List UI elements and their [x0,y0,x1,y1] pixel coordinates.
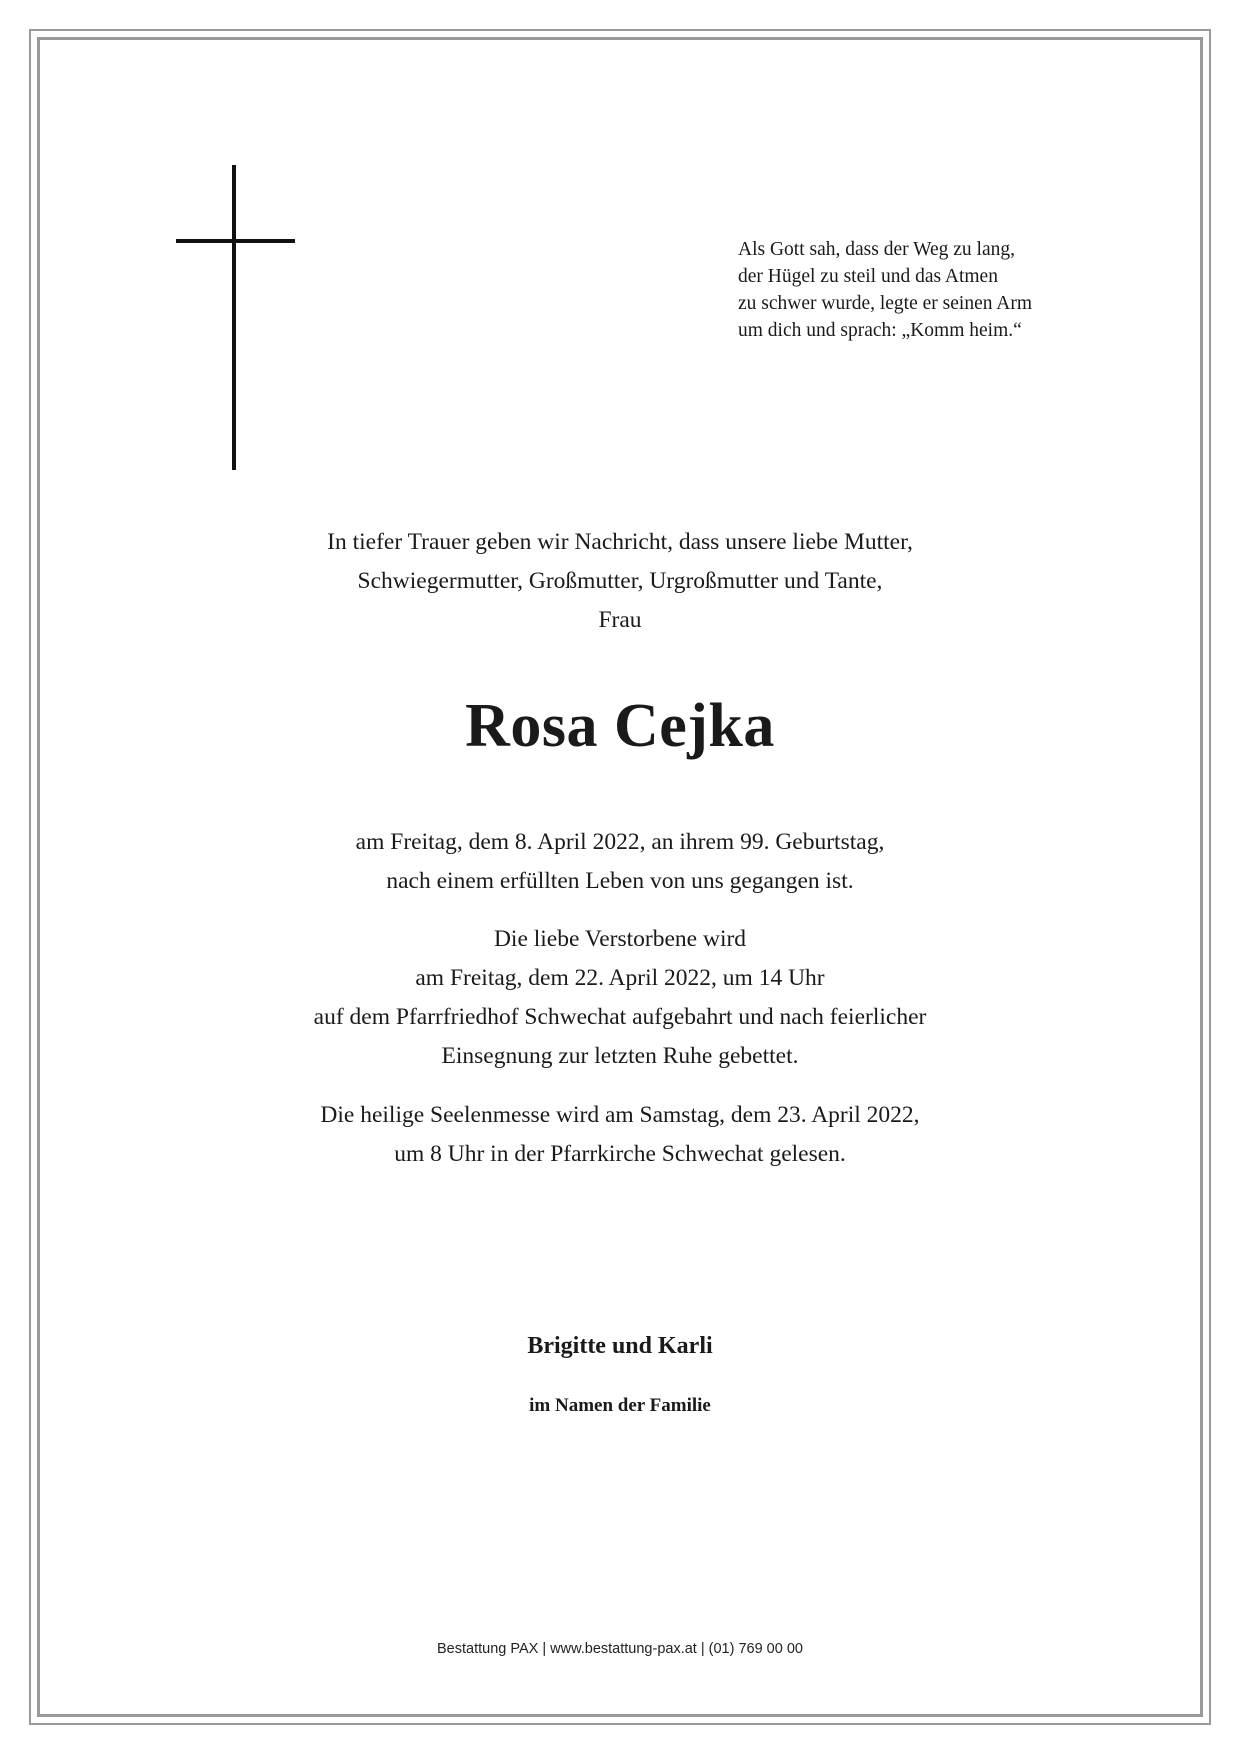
intro-line: In tiefer Trauer geben wir Nachricht, dass unsere liebe Mutter, [327,529,913,555]
death-notice-line: nach einem erfüllten Leben von uns gegangen ist. [386,868,854,894]
cross-vertical-bar [232,165,236,470]
intro-line: Schwiegermutter, Großmutter, Urgroßmutter und Tante, [357,568,883,594]
cross-icon [176,165,295,470]
burial-notice [0,920,1240,1076]
burial-line: Einsegnung zur letzten Ruhe gebettet. [441,1043,799,1069]
mass-line: um 8 Uhr in der Pfarrkirche Schwechat gelesen. [394,1141,846,1167]
mass-line: Die heilige Seelenmesse wird am Samstag, dem 23. April 2022, [320,1102,920,1128]
poem-line: zu schwer wurde, legte er seinen Arm [738,293,1033,314]
poem-line: Als Gott sah, dass der Weg zu lang, [738,239,1015,260]
signer-note: im Namen der Familie [529,1395,711,1416]
poem-line: um dich und sprach: „Komm heim.“ [738,320,1022,341]
deceased-name: Rosa Cejka [465,692,775,760]
burial-line: Die liebe Verstorbene wird [493,926,747,952]
poem-verse [738,236,1118,344]
burial-line: am Freitag, dem 22. April 2022, um 14 Uhr [415,965,825,991]
burial-line: auf dem Pfarrfriedhof Schwechat aufgebahrt und nach feierlicher [313,1004,927,1030]
footer-contact: Bestattung PAX | www.bestattung-pax.at | (01) 769 00 00 [437,1641,803,1657]
cross-horizontal-bar [176,239,295,243]
signer-names: Brigitte und Karli [527,1333,713,1359]
mass-notice [0,1096,1240,1174]
death-notice [0,823,1240,901]
poem-line: der Hügel zu steil und das Atmen [738,266,998,287]
intro-text [0,523,1240,640]
death-notice-line: am Freitag, dem 8. April 2022, an ihrem 99. Geburtstag, [355,829,885,855]
intro-line: Frau [598,607,642,633]
